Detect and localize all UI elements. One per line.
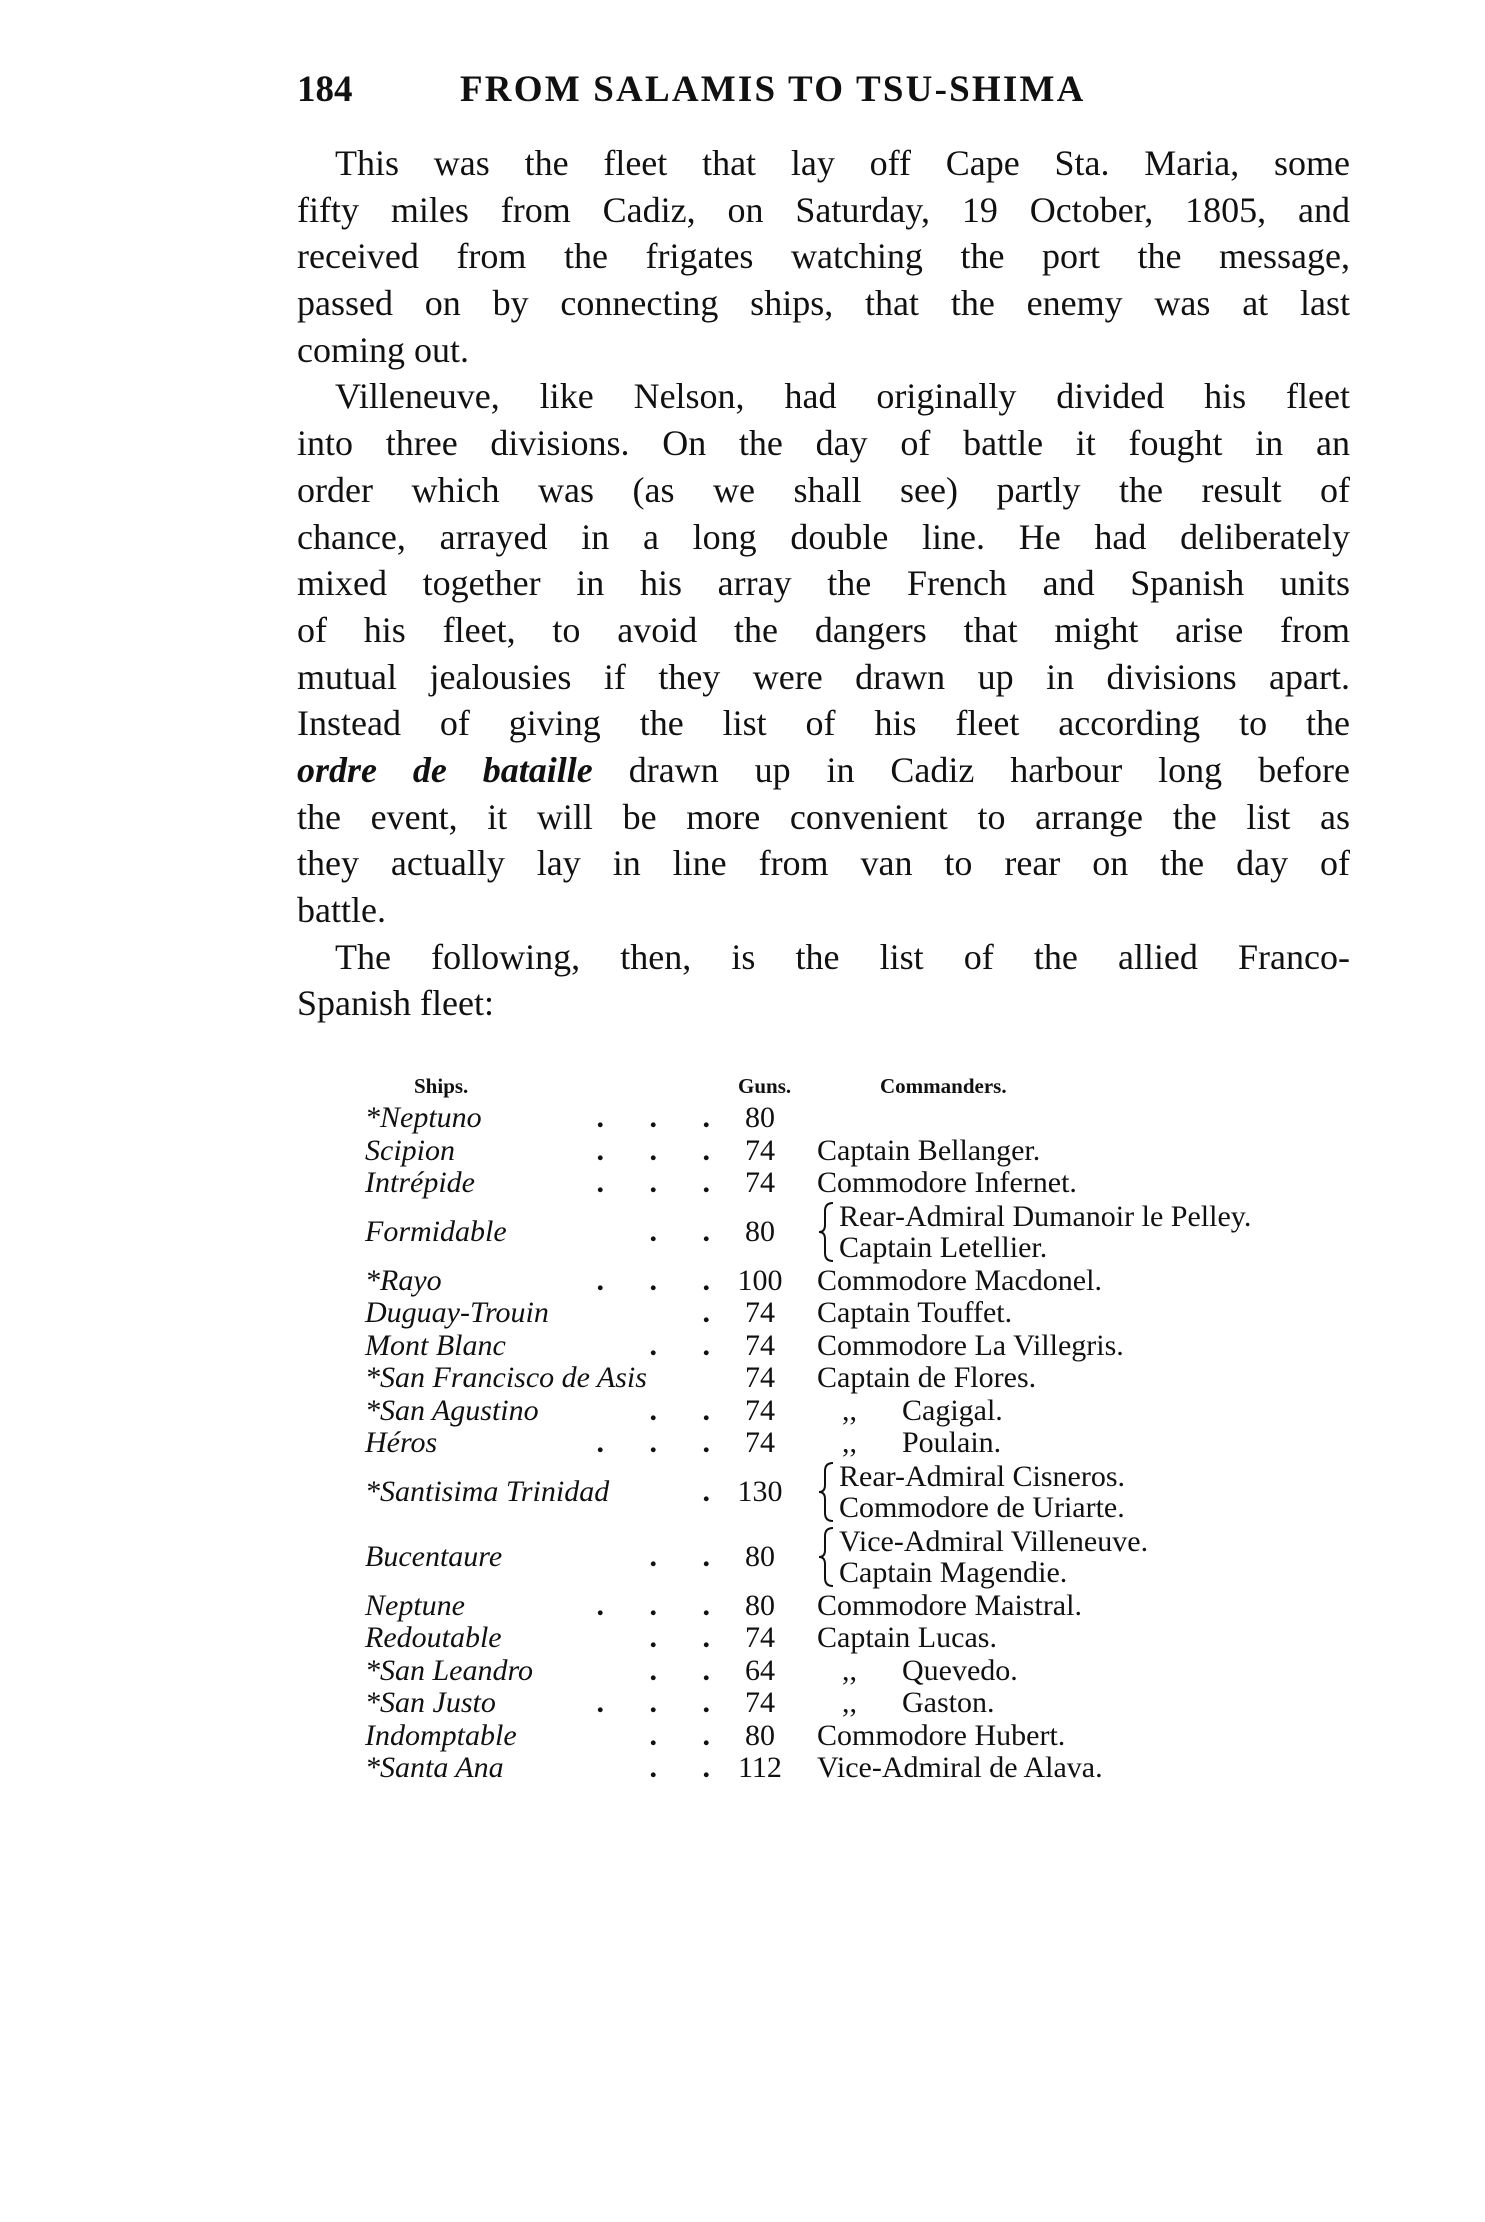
- commander-name: Captain Magendie.: [839, 1556, 1068, 1589]
- guns-cell: [725, 1135, 795, 1168]
- ship-name: *Rayo: [365, 1263, 442, 1297]
- ship-cell: [365, 1752, 710, 1785]
- commanders-cell: [817, 1265, 1102, 1298]
- guns-value: 112: [738, 1751, 782, 1784]
- guns-value: 74: [745, 1166, 775, 1199]
- dot-leaders: . .: [649, 1214, 710, 1248]
- table-row: [365, 1362, 1365, 1395]
- guns-cell: [725, 1622, 795, 1655]
- ship-cell: [365, 1135, 710, 1168]
- guns-value: 74: [745, 1133, 775, 1167]
- ship-cell: [365, 1525, 710, 1590]
- brace-icon: [817, 1526, 837, 1588]
- ship-name: *San Agustino: [365, 1393, 539, 1427]
- commander-name: Captain Lucas.: [817, 1621, 997, 1654]
- text-line: fifty miles from Cadiz, on Saturday, 19 October, 1805, and: [297, 189, 1350, 230]
- table-row: [365, 1330, 1365, 1363]
- ship-name: Redoutable: [365, 1621, 502, 1654]
- commanders-cell: [817, 1752, 1103, 1785]
- guns-cell: [725, 1102, 795, 1135]
- ship-name: Scipion: [365, 1133, 455, 1167]
- ship-cell: [365, 1395, 710, 1428]
- table-row: [365, 1525, 1365, 1590]
- table-row: [365, 1460, 1365, 1525]
- ship-name: Bucentaure: [365, 1539, 503, 1573]
- body-text: [297, 140, 1350, 1027]
- commander-lines: [839, 1201, 1251, 1263]
- text-line: order which was (as we shall see) partly the result of: [297, 469, 1350, 510]
- fleet-table: [365, 1070, 1365, 1785]
- guns-value: 74: [745, 1621, 775, 1654]
- table-row: [365, 1135, 1365, 1168]
- commander-name: Captain Touffet.: [817, 1296, 1013, 1329]
- table-row: [365, 1655, 1365, 1688]
- guns-value: 74: [745, 1328, 775, 1362]
- table-row: [365, 1752, 1365, 1785]
- table-body: [365, 1102, 1365, 1785]
- guns-value: 64: [745, 1653, 775, 1687]
- commander-name: Commodore Maistral.: [817, 1588, 1082, 1622]
- dot-leaders: . . .: [596, 1588, 710, 1622]
- guns-cell: [725, 1752, 795, 1785]
- table-row: [365, 1265, 1365, 1298]
- commander-name: Quevedo.: [902, 1653, 1018, 1687]
- commander-name: Poulain.: [902, 1426, 1002, 1459]
- ship-name: *Santisima Trinidad: [365, 1474, 610, 1508]
- guns-cell: [725, 1720, 795, 1753]
- table-row: [365, 1687, 1365, 1720]
- guns-cell: [725, 1297, 795, 1330]
- guns-value: 80: [745, 1214, 775, 1248]
- text-line: of his fleet, to avoid the dangers that might arise from: [297, 609, 1350, 650]
- guns-cell: [725, 1167, 795, 1200]
- guns-cell: [725, 1460, 795, 1525]
- ditto-mark: ,,: [842, 1393, 857, 1427]
- text-line: mixed together in his array the French and Spanish units: [297, 563, 1350, 604]
- commander-name: Rear-Admiral Dumanoir le Pelley.: [839, 1200, 1252, 1233]
- dot-leaders: . . .: [596, 1133, 710, 1167]
- ship-name: *San Francisco de Asis: [365, 1361, 647, 1394]
- commanders-cell: [817, 1362, 1036, 1395]
- ship-cell: [365, 1687, 710, 1720]
- commander-name: Gaston.: [902, 1686, 995, 1719]
- commander-name: Commodore Hubert.: [817, 1718, 1066, 1752]
- commander-name: Commodore La Villegris.: [817, 1328, 1124, 1362]
- guns-value: 74: [745, 1296, 775, 1329]
- commander-lines: [839, 1526, 1148, 1588]
- ship-cell: [365, 1655, 710, 1688]
- commander-name: Commodore Infernet.: [817, 1166, 1077, 1199]
- ship-cell: [365, 1362, 710, 1395]
- ship-cell: [365, 1265, 710, 1298]
- table-row: [365, 1427, 1365, 1460]
- italic-phrase: ordre de bataille: [297, 749, 593, 790]
- line-rest: drawn up in Cadiz harbour long before: [592, 749, 1351, 790]
- commander-name: Vice-Admiral Villeneuve.: [839, 1525, 1149, 1558]
- ship-cell: [365, 1102, 710, 1135]
- header-guns: Guns.: [738, 1074, 792, 1098]
- ship-name: Héros: [365, 1426, 438, 1459]
- guns-value: 80: [745, 1588, 775, 1622]
- text-line: the event, it will be more convenient to arrange the list as: [297, 796, 1350, 837]
- dot-leaders: . . .: [596, 1101, 710, 1134]
- guns-cell: [725, 1525, 795, 1590]
- commanders-cell: [817, 1330, 1124, 1363]
- commander-name: Captain de Flores.: [817, 1361, 1037, 1394]
- commander-name: Captain Bellanger.: [817, 1133, 1041, 1167]
- header-ships: Ships.: [414, 1074, 469, 1098]
- commanders-cell: [817, 1427, 1001, 1460]
- ship-name: *San Leandro: [365, 1653, 534, 1687]
- ship-cell: [365, 1622, 710, 1655]
- guns-cell: [725, 1265, 795, 1298]
- ship-name: Neptune: [365, 1588, 465, 1622]
- table-row: [365, 1167, 1365, 1200]
- text-line: battle.: [297, 890, 386, 930]
- table-row: [365, 1297, 1365, 1330]
- commander-name: Cagigal.: [902, 1393, 1003, 1427]
- text-line: Villeneuve, like Nelson, had originally divided his fleet: [335, 376, 1350, 417]
- ditto-mark: ,,: [842, 1653, 857, 1687]
- dot-leaders: . . .: [596, 1686, 710, 1719]
- guns-value: 80: [745, 1101, 775, 1134]
- ship-cell: [365, 1427, 710, 1460]
- guns-cell: [725, 1330, 795, 1363]
- table-row: [365, 1395, 1365, 1428]
- text-line: passed on by connecting ships, that the enemy was at last: [297, 283, 1350, 324]
- ship-cell: [365, 1167, 710, 1200]
- guns-cell: [725, 1427, 795, 1460]
- guns-value: 130: [737, 1474, 783, 1508]
- brace-icon: [817, 1461, 837, 1523]
- commanders-cell: [817, 1167, 1077, 1200]
- ship-cell: [365, 1590, 710, 1623]
- guns-value: 74: [745, 1686, 775, 1719]
- guns-value: 74: [745, 1361, 775, 1394]
- dot-leaders: . . .: [596, 1166, 710, 1199]
- text-line: into three divisions. On the day of battle it fought in an: [297, 423, 1350, 464]
- text-line: they actually lay in line from van to rear on the day of: [297, 843, 1350, 884]
- dot-leaders: .: [702, 1296, 710, 1329]
- table-row: [365, 1622, 1365, 1655]
- commanders-cell: [817, 1297, 1012, 1330]
- text-line: Spanish fleet:: [297, 983, 494, 1024]
- guns-value: 80: [745, 1718, 775, 1752]
- ship-cell: [365, 1720, 710, 1753]
- commanders-cell: [817, 1655, 1018, 1688]
- dot-leaders: . . .: [596, 1426, 710, 1459]
- ship-cell: [365, 1200, 710, 1265]
- dot-leaders: . .: [649, 1751, 710, 1784]
- guns-cell: [725, 1590, 795, 1623]
- ship-cell: [365, 1297, 710, 1330]
- table-row: [365, 1200, 1365, 1265]
- dot-leaders: . .: [649, 1621, 710, 1654]
- table-row: [365, 1590, 1365, 1623]
- commander-name: Commodore Macdonel.: [817, 1263, 1102, 1297]
- commanders-cell: [817, 1687, 995, 1720]
- commanders-cell: [817, 1525, 1148, 1590]
- table-row: [365, 1102, 1365, 1135]
- commanders-cell: [817, 1200, 1251, 1265]
- commanders-cell: [817, 1135, 1040, 1168]
- guns-value: 100: [737, 1263, 783, 1297]
- dot-leaders: . . .: [596, 1263, 710, 1297]
- ship-name: *Santa Ana: [365, 1751, 504, 1784]
- text-line: chance, arrayed in a long double line. He had deliberately: [297, 516, 1350, 557]
- guns-cell: [725, 1395, 795, 1428]
- ditto-mark: ,,: [842, 1426, 857, 1459]
- guns-cell: [725, 1200, 795, 1265]
- text-line: received from the frigates watching the port the message,: [297, 236, 1350, 277]
- running-title: FROM SALAMIS TO TSU-SHIMA: [460, 69, 1086, 110]
- ship-name: *San Justo: [365, 1686, 496, 1719]
- header-commanders: Commanders.: [880, 1074, 1007, 1098]
- guns-value: 74: [745, 1393, 775, 1427]
- commanders-cell: [817, 1720, 1065, 1753]
- table-header: [365, 1070, 1365, 1102]
- dot-leaders: . .: [649, 1393, 710, 1427]
- commanders-cell: [817, 1622, 997, 1655]
- ditto-mark: ,,: [842, 1686, 857, 1719]
- ship-name: Indomptable: [365, 1718, 517, 1752]
- commander-name: Rear-Admiral Cisneros.: [839, 1460, 1125, 1493]
- ship-name: Mont Blanc: [365, 1328, 506, 1362]
- dot-leaders: . .: [649, 1718, 710, 1752]
- ship-name: Duguay-Trouin: [365, 1296, 549, 1329]
- ship-cell: [365, 1330, 710, 1363]
- brace-icon: [817, 1201, 837, 1263]
- guns-value: 74: [745, 1426, 775, 1459]
- ship-name: *Neptuno: [365, 1101, 482, 1134]
- commander-name: Vice-Admiral de Alava.: [817, 1751, 1103, 1784]
- ship-name: Intrépide: [365, 1166, 475, 1199]
- guns-cell: [725, 1362, 795, 1395]
- dot-leaders: .: [702, 1474, 710, 1508]
- dot-leaders: . .: [649, 1328, 710, 1362]
- ship-name: Formidable: [365, 1214, 507, 1248]
- guns-value: 80: [745, 1539, 775, 1573]
- text-line: The following, then, is the list of the allied Franco-: [335, 936, 1350, 977]
- guns-cell: [725, 1655, 795, 1688]
- text-line: Instead of giving the list of his fleet according to the: [297, 703, 1350, 744]
- commanders-cell: [817, 1395, 1003, 1428]
- page-number: 184: [297, 69, 353, 110]
- commanders-cell: [817, 1460, 1125, 1525]
- dot-leaders: . .: [649, 1653, 710, 1687]
- text-line: [297, 747, 1350, 794]
- guns-cell: [725, 1687, 795, 1720]
- text-line: This was the fleet that lay off Cape Sta. Maria, some: [335, 143, 1350, 183]
- commander-name: Captain Letellier.: [839, 1231, 1048, 1264]
- text-line: mutual jealousies if they were drawn up in divisions apart.: [297, 656, 1350, 697]
- commander-name: Commodore de Uriarte.: [839, 1491, 1125, 1524]
- table-row: [365, 1720, 1365, 1753]
- text-line: coming out.: [297, 329, 469, 370]
- commander-lines: [839, 1461, 1125, 1523]
- ship-cell: [365, 1460, 710, 1525]
- commanders-cell: [817, 1590, 1082, 1623]
- dot-leaders: . .: [649, 1539, 710, 1573]
